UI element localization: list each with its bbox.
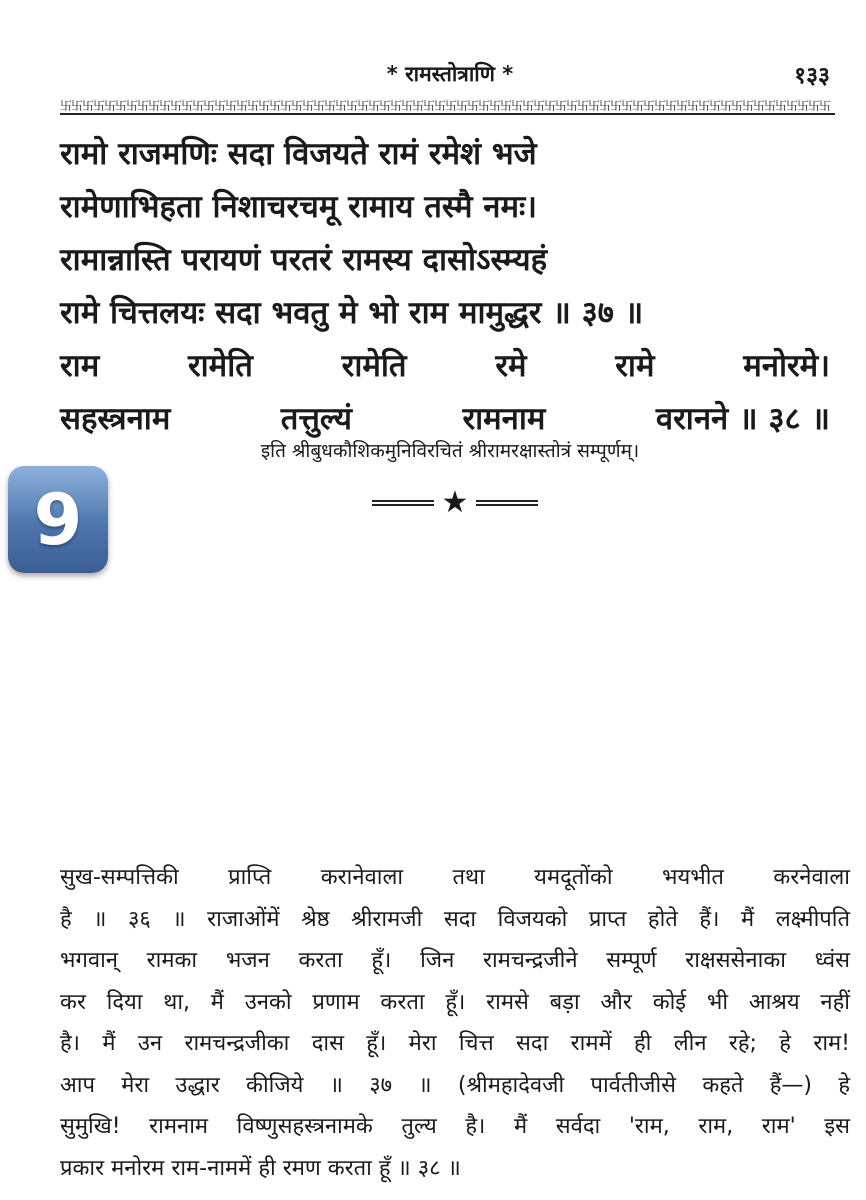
verse-word: वरानने ॥ ३८ ॥ xyxy=(655,401,830,437)
verse-word: रामेति xyxy=(341,348,407,384)
decorative-border: 卐卐卐卐卐卐卐卐卐卐卐卐卐卐卐卐卐卐卐卐卐卐卐卐卐卐卐卐卐卐卐卐卐卐卐卐卐卐卐卐卐卐卐卐卐卐卐卐卐卐卐卐卐卐卐卐卐卐卐卐卐卐卐卐卐卐卐卐卐卐 xyxy=(60,97,835,115)
number-badge xyxy=(8,466,108,573)
translation-line: भगवान् रामका भजन करता हूँ। जिन रामचन्द्रजीने सम्पूर्ण राक्षससेनाका ध्वंस xyxy=(60,948,850,973)
page-number: १३३ xyxy=(794,63,830,89)
running-title: * रामस्तोत्राणि * xyxy=(386,62,514,86)
page-header xyxy=(60,58,840,90)
verse-word: रामे xyxy=(615,348,655,384)
verse-word: रमे xyxy=(495,348,527,384)
translation-line: सुख-सम्पत्तिकी प्राप्ति करानेवाला तथा यमदूतोंको भयभीत करनेवाला xyxy=(60,865,850,890)
verse-word: रामेति xyxy=(187,348,253,384)
ornament-rule-right xyxy=(476,500,538,506)
sanskrit-verses xyxy=(60,128,840,446)
verse-word: राम xyxy=(60,348,100,384)
hindi-translation xyxy=(60,857,850,1189)
verse-line-5 xyxy=(60,340,840,393)
translation-line: है। मैं उन रामचन्द्रजीका दास हूँ। मेरा चित्त सदा राममें ही लीन रहे; हे राम! xyxy=(60,1031,850,1056)
verse-word: सहस्त्रनाम xyxy=(60,401,171,437)
star-icon: ★ xyxy=(441,485,469,520)
verse-word: रामनाम xyxy=(462,401,546,437)
ornament-rule-left xyxy=(372,500,434,506)
verse-word: मनोरमे। xyxy=(743,348,830,384)
verse-line-3: रामान्नास्ति परायणं परतरं रामस्य दासोऽस्म्यहं xyxy=(60,242,548,278)
translation-line: कर दिया था, मैं उनको प्रणाम करता हूँ। रामसे बड़ा और कोई भी आश्रय नहीं xyxy=(60,989,850,1015)
verse-line-2: रामेणाभिहता निशाचरचमू रामाय तस्मै नमः। xyxy=(60,189,538,225)
badge-number: 9 xyxy=(33,478,83,561)
verse-word: तत्तुल्यं xyxy=(280,401,353,437)
translation-line: प्रकार मनोरम राम-नाममें ही रमण करता हूँ ॥ ३८ ॥ xyxy=(60,1155,461,1181)
verse-line-4: रामे चित्तलयः सदा भवतु मे भो राम मामुद्धर ॥ ३७ ॥ xyxy=(60,295,644,331)
translation-line: है ॥ ३६ ॥ राजाओंमें श्रेष्ठ श्रीरामजी सदा विजयको प्राप्त होते हैं। मैं लक्ष्मीपति xyxy=(60,906,850,932)
verse-line-1: रामो राजमणिः सदा विजयते रामं रमेशं भजे xyxy=(60,136,537,172)
translation-line: आप मेरा उद्धार कीजिये ॥ ३७ ॥ (श्रीमहादेवजी पार्वतीजीसे कहते हैं—) हे xyxy=(60,1072,850,1098)
translation-line: सुमुखि! रामनाम विष्णुसहस्त्रनामके तुल्य है। मैं सर्वदा 'राम, राम, राम' इस xyxy=(60,1114,850,1139)
section-ornament xyxy=(355,485,555,520)
colophon: इति श्रीबुधकौशिकमुनिविरचितं श्रीरामरक्षास्तोत्रं सम्पूर्णम्। xyxy=(260,440,640,462)
